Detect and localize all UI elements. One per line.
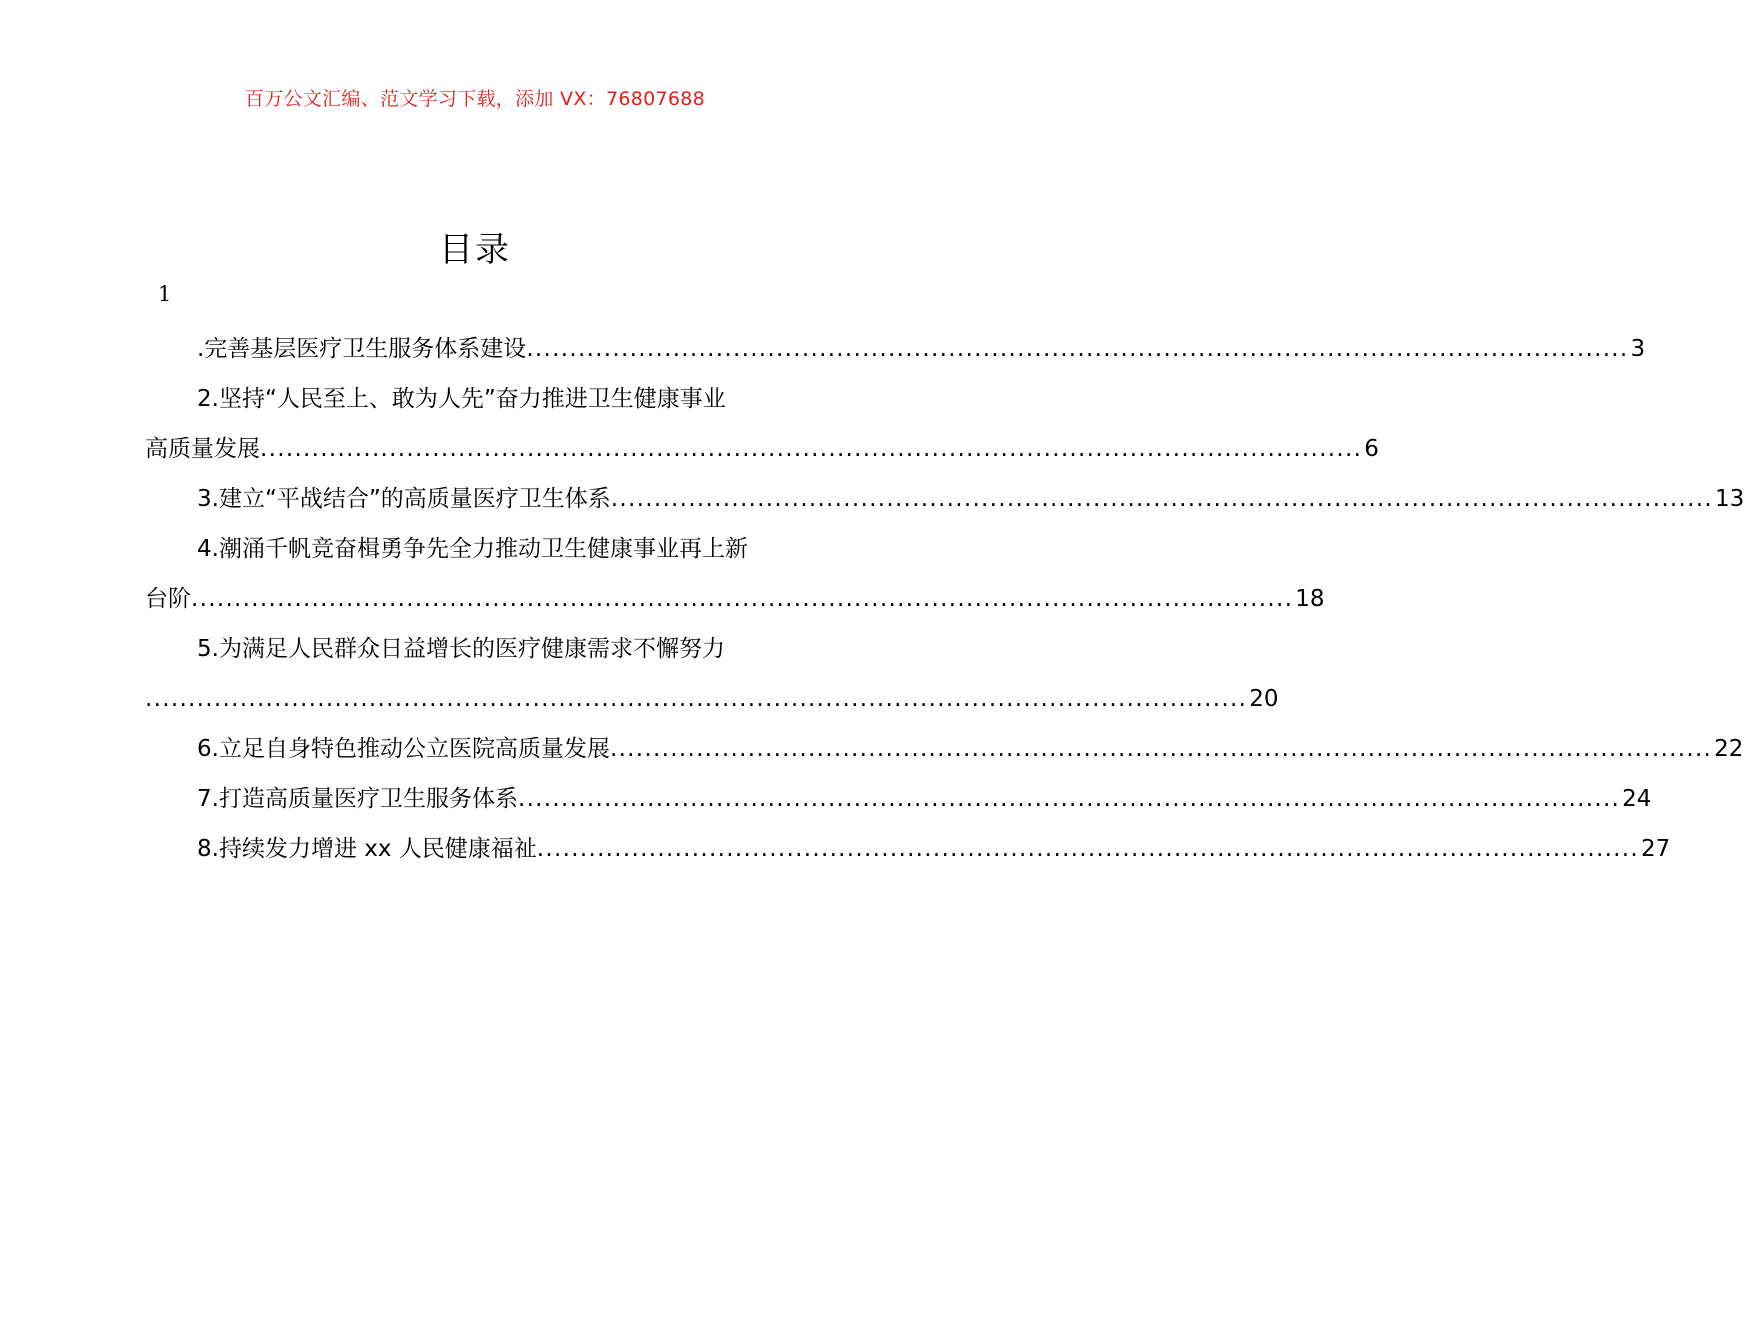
page-title: 目录 (439, 230, 511, 270)
toc-page-number: 20 (1249, 686, 1279, 712)
toc-entry-title-cont: 高质量发展 (145, 436, 260, 462)
toc-entry[interactable] (145, 474, 1744, 524)
toc-page-number: 6 (1364, 436, 1379, 462)
toc-entry[interactable] (145, 324, 1646, 374)
toc-leader-dots: ................................................................................................................................ (536, 836, 1640, 862)
toc-entry[interactable] (145, 824, 1671, 874)
toc-entry-title: 4.潮涌千帆竞奋楫勇争先全力推动卫生健康事业再上新 (197, 536, 748, 562)
toc-entry-title: 6.立足自身特色推动公立医院高质量发展 (197, 736, 610, 762)
toc-page-number: 18 (1295, 586, 1325, 612)
toc-page-number: 27 (1641, 836, 1671, 862)
toc-leader-dots: ................................................................................................................................ (517, 786, 1621, 812)
toc-leader-dots: ................................................................................................................................ (526, 336, 1629, 362)
toc-entry-title: 5.为满足人民群众日益增长的医疗健康需求不懈努力 (197, 636, 725, 662)
toc-leader-dots: ................................................................................................................................ (609, 736, 1713, 762)
toc-entry[interactable] (145, 674, 1279, 724)
toc-entry-line[interactable] (145, 624, 805, 674)
toc-page-number: 22 (1714, 736, 1744, 762)
toc-entry[interactable] (145, 724, 1744, 774)
header-watermark-note: 百万公文汇编、范文学习下载，添加 VX：76807688 (244, 88, 706, 110)
toc-entry[interactable] (145, 774, 1652, 824)
toc-entry-line[interactable] (145, 374, 805, 424)
toc-entry-title: 2.坚持“人民至上、敢为人先”奋力推进卫生健康事业 (197, 386, 726, 412)
stray-number: 1 (158, 282, 172, 306)
toc-leader-dots: ................................................................................................................................ (610, 486, 1713, 512)
toc-entry-title: 7.打造高质量医疗卫生服务体系 (197, 786, 518, 812)
toc-entry-title-cont: 台阶 (145, 586, 191, 612)
toc-leader-dots: ................................................................................................................................ (260, 436, 1363, 462)
toc-leader-dots: ................................................................................................................................ (145, 686, 1248, 712)
toc-entry-title: 3.建立“平战结合”的高质量医疗卫生体系 (197, 486, 611, 512)
toc-entry-line[interactable] (145, 524, 805, 574)
toc-leader-dots: ................................................................................................................................ (191, 586, 1294, 612)
toc-entry-title: 8.持续发力增进 xx 人民健康福祉 (197, 836, 537, 862)
toc-entry[interactable] (145, 424, 1379, 474)
toc-page-number: 13 (1715, 486, 1744, 512)
toc-entry[interactable] (145, 574, 1325, 624)
toc-page-number: 3 (1630, 336, 1646, 362)
toc-entry-title: .完善基层医疗卫生服务体系建设 (197, 336, 527, 362)
toc-page-number: 24 (1622, 786, 1652, 812)
table-of-contents (145, 324, 1744, 874)
